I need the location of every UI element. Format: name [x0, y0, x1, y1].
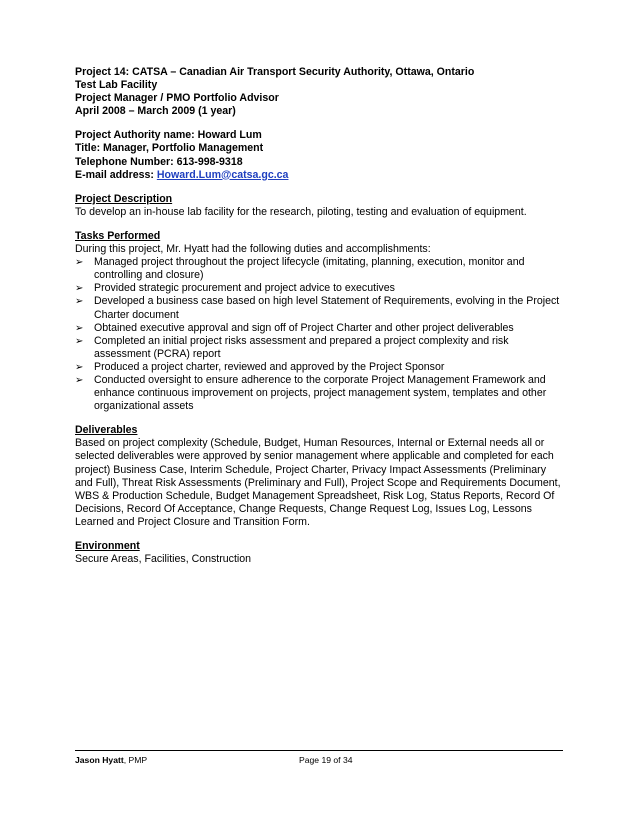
- footer-author-suffix: , PMP: [123, 755, 148, 765]
- task-text: Provided strategic procurement and project advice to executives: [94, 282, 395, 295]
- arrow-bullet-icon: ➢: [75, 257, 84, 269]
- task-text: Conducted oversight to ensure adherence to the corporate Project Management Framework and enhance continuous improvement on projects, project management system, templates and other organizational assets: [94, 373, 547, 413]
- arrow-bullet-icon: ➢: [75, 361, 84, 373]
- project-role: Project Manager / PMO Portfolio Advisor: [75, 92, 279, 105]
- description-section: [75, 193, 563, 219]
- tasks-section: [75, 230, 563, 413]
- project-block: [75, 66, 563, 118]
- description-text: To develop an in-house lab facility for the research, piloting, testing and evaluation of equipment.: [75, 205, 527, 218]
- spacer: [75, 118, 563, 129]
- environment-section: [75, 540, 563, 566]
- list-item: [75, 335, 563, 361]
- project-dates: April 2008 – March 2009 (1 year): [75, 105, 236, 118]
- tasks-heading: Tasks Performed: [75, 229, 161, 242]
- footer-page-number: Page 19 of 34: [299, 755, 353, 765]
- task-text: Developed a business case based on high level Statement of Requirements, evolving in the Project Charter document: [94, 295, 560, 321]
- list-item: [75, 295, 563, 321]
- task-text: Produced a project charter, reviewed and approved by the Project Sponsor: [94, 360, 445, 373]
- authority-name: Project Authority name: Howard Lum: [75, 129, 262, 142]
- environment-heading: Environment: [75, 540, 140, 552]
- spacer: [75, 182, 563, 193]
- list-item: [75, 256, 563, 282]
- authority-email-link[interactable]: Howard.Lum@catsa.gc.ca: [156, 168, 289, 181]
- arrow-bullet-icon: ➢: [75, 374, 84, 386]
- tasks-list: [75, 256, 563, 413]
- task-text: Completed an initial project risks assessment and prepared a project complexity and risk assessment (PCRA) report: [94, 334, 509, 360]
- spacer: [75, 529, 563, 540]
- footer-divider: [75, 750, 563, 751]
- footer-author: [75, 755, 147, 766]
- project-facility: Test Lab Facility: [75, 79, 158, 92]
- authority-email-label: E-mail address:: [75, 168, 157, 181]
- project-title: Project 14: CATSA – Canadian Air Transport Security Authority, Ottawa, Ontario: [75, 66, 475, 78]
- page-content: [75, 66, 563, 566]
- list-item: [75, 322, 563, 335]
- environment-text: Secure Areas, Facilities, Construction: [75, 553, 252, 566]
- list-item: [75, 374, 563, 413]
- deliverables-heading: Deliverables: [75, 424, 138, 437]
- deliverables-section: [75, 424, 563, 529]
- authority-phone: Telephone Number: 613-998-9318: [75, 155, 243, 168]
- arrow-bullet-icon: ➢: [75, 335, 84, 347]
- task-text: Managed project throughout the project lifecycle (imitating, planning, execution, monitor and controlling and closure): [94, 256, 525, 282]
- arrow-bullet-icon: ➢: [75, 296, 84, 308]
- description-heading: Project Description: [75, 192, 173, 205]
- spacer: [75, 413, 563, 424]
- list-item: [75, 361, 563, 374]
- arrow-bullet-icon: ➢: [75, 283, 84, 295]
- footer-author-name: Jason Hyatt: [75, 755, 124, 765]
- authority-title: Title: Manager, Portfolio Management: [75, 142, 264, 155]
- arrow-bullet-icon: ➢: [75, 322, 84, 334]
- list-item: [75, 282, 563, 295]
- spacer: [75, 219, 563, 230]
- deliverables-text: Based on project complexity (Schedule, Budget, Human Resources, Internal or External needs all or selected deliverables were approved by senior management where applicable and completed for each project) Business Case, Interim Schedule, Project Charter, Privacy Impact Assessments (Preliminary and Full), Threat Risk Assessments (Preliminary and Full), Project Scope and Requirements Document, WBS & Production Schedule, Budget Management Spreadsheet, Risk Log, Status Reports, Record Of Decisions, Record Of Acceptance, Change Requests, Change Request Log, Issues Log, Lessons Learned and Project Closure and Transition Form.: [75, 437, 561, 528]
- tasks-intro: During this project, Mr. Hyatt had the following duties and accomplishments:: [75, 243, 431, 256]
- authority-block: [75, 129, 563, 181]
- authority-email-row: [75, 169, 563, 182]
- task-text: Obtained executive approval and sign off of Project Charter and other project deliverables: [94, 321, 514, 334]
